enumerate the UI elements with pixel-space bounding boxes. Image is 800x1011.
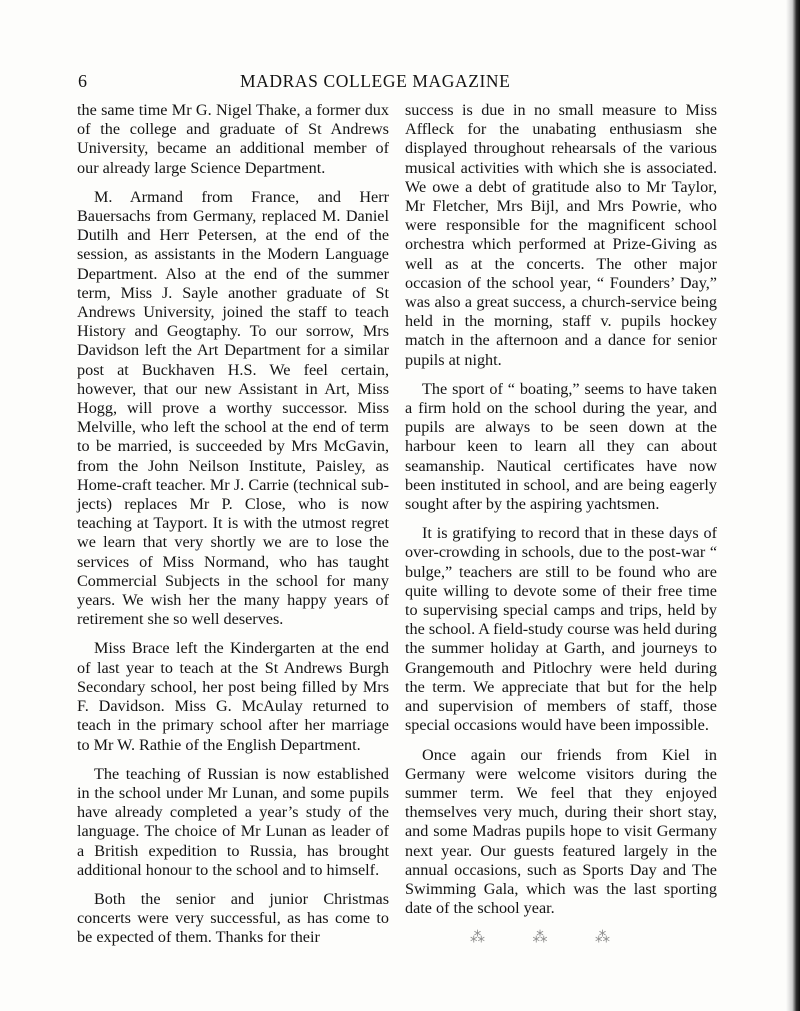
page-edge-shadow [786,0,800,1011]
section-end-ornament [470,928,610,946]
paragraph: Once again our friends from Kiel in Germany were welcome visitors during the summer term. We feel that they enjoyed themselves very much, during their short stay, and some Madras pupils hope to visit Germany next year. Our guests featured largely in the annual occasions, such as Sports Day and The Swimming Gala, which was the last sporting date of the school year. [405,745,717,918]
paragraph: The sport of “ boating,” seems to have taken a firm hold on the school during the year, and pupils are always to be seen down at the harbour keen to learn all they can about seamanship. Nautical certificates have now been instituted in school, and are being eagerly sought after by the aspiring yachtsmen. [405,379,717,514]
paragraph: It is gratifying to record that in these days of over-crowding in schools, due to the post-war “ bulge,” teachers are still to be found who are quite willing to devote some of their free time to supervising special camps and trips, held by the school. A field-study course was held during the summer holiday at Garth, and journeys to Grangemouth and Pitlochry were held during the term. We appreciate that but for the help and supervision of members of staff, those special occasions would have been impossible. [405,524,718,735]
asterism-icon: ⁂ [470,928,485,946]
running-title: MADRAS COLLEGE MAGAZINE [240,71,511,91]
paragraph: Miss Brace left the Kindergarten at the end of last year to teach at the St Andrews Burgh Secondary school, her post being filled by Mrs F. Davidson. Miss G. McAulay returned to teach in the primary school after her marriage to Mr W. Rathie of the English Department. [77,639,389,754]
paragraph: the same time Mr G. Nigel Thake, a former dux of the college and graduate of St Andrews University, became an additional member of our already large Science Department. [77,101,389,177]
paragraph: The teaching of Russian is now established in the school under Mr Lunan, and some pupils have already completed a year’s study of the language. The choice of Mr Lunan as leader of a British expedition to Russia, has brought additional honour to the school and to himself. [77,764,389,879]
asterism-icon: ⁂ [532,928,548,946]
page-number: 6 [78,71,87,91]
paragraph: success is due in no small measure to Miss Affleck for the unabating enthusiasm she displayed throughout rehearsals of the various musical activities with which she is associated. We owe a debt of gratitude also to Mr Taylor, Mr Fletcher, Mrs Bijl, and Mrs Powrie, who were responsible for the magnificent school orchestra which performed at Prize-Giving as well as at the concerts. The other major occasion of the school year, “ Founders’ Day,” was also a great success, a church-service being held in the morning, staff v. pupils hockey match in the afternoon and a dance for senior pupils at night. [405,101,717,369]
paragraph: Both the senior and junior Christmas concerts were very successful, as has come to be expected of them. Thanks for their [77,889,389,947]
paragraph: M. Armand from France, and Herr Bauersachs from Germany, replaced M. Daniel Dutilh and Herr Petersen, at the end of the session, as assistants in the Modern Language Department. Also at the end of the summer term, Miss J. Sayle another graduate of St Andrews University, joined the staff to teach History and Geogtaphy. To our sorrow, Mrs Davidson left the Art Department for a similar post at Buckhaven H.S. We feel certain, however, that our new Assistant in Art, Miss Hogg, will prove a worthy successor. Miss Melville, who left the school at the end of term to be married, is succeeded by Mrs McGavin, from the John Neilson Institute, Paisley, as Home-craft teacher. Mr J. Carrie (technical subjects) replaces Mr P. Close, who is now teaching at Tayport. It is with the utmost regret we learn that very shortly we are to lose the services of Miss Normand, who has taught Commercial Subjects in the school for many years. We wish her the many happy years of retirement she so well deserves. [77,187,389,629]
left-column [77,101,389,948]
asterism-icon: ⁂ [595,928,610,946]
right-column [405,101,717,918]
